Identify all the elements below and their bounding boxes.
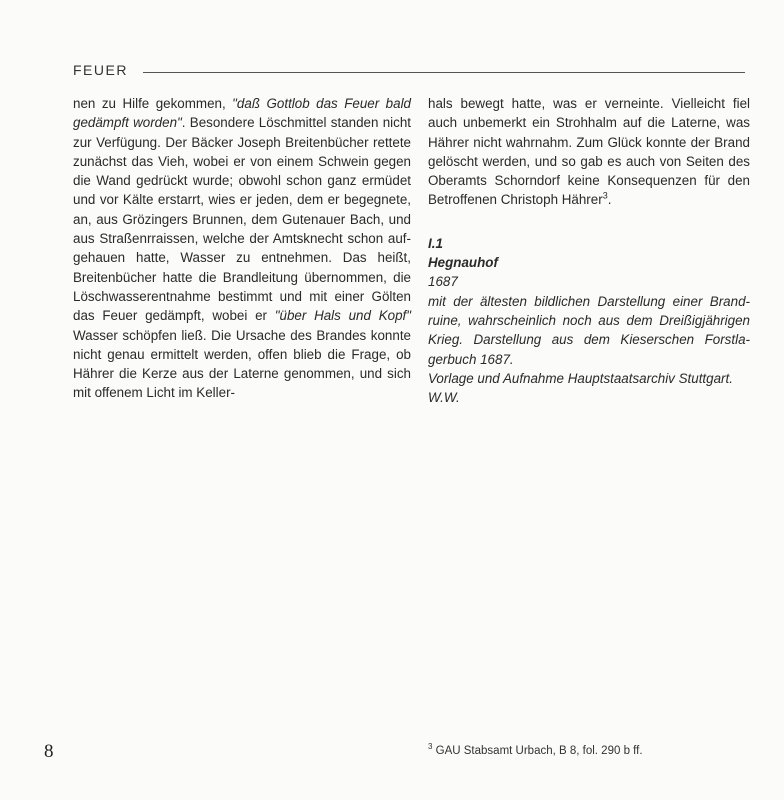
header-rule: [143, 72, 745, 73]
caption-title: Hegnauhof: [428, 255, 498, 271]
header-title: FEUER: [73, 62, 128, 78]
quote-segment: "über Hals und Kopf": [274, 308, 411, 324]
page-number: 8: [44, 741, 54, 762]
caption-year: 1687: [428, 274, 458, 290]
footnote-reference: 3: [602, 191, 608, 202]
caption-initials: W.W.: [428, 390, 460, 406]
caption-description: mit der ältesten bildlichen Darstellung einer Brandruine, wahrscheinlich noch aus dem Dreißigjährigen Krieg. Darstellung aus dem Kieserschen Forstlagerbuch 1687.: [428, 293, 750, 367]
left-column: [73, 94, 411, 403]
text-segment: nen zu Hilfe gekommen,: [73, 96, 233, 111]
text-segment: . Besondere Löschmittel standen nicht zur Verfügung. Der Bäcker Joseph Breitenbücher rettete zunächst das Vieh, wobei er von einem Schwein gegen die Wand gedrückt wurde; obwohl schon ganz ermüdet und vor Kälte erstarrt, wies er jeden, dem er begegnete, an, aus Grözingers Brunnen, dem Gutenauer Bach, und aus Straßenrraissen, welche der Amtsknecht schon aufgehauen hatte, Wasser zu entnehmen. Das heißt, Breitenbücher hatte die Brandleitung übernommen, die Löschwasserentnahme bestimmt und mit einer Gölten das Feuer gedämpft, wobei er: [73, 115, 411, 324]
text-segment: Wasser schöpfen ließ. Die Ursache des Brandes konnte nicht genau ermittelt werden, offen blieb die Frage, ob Hährer die Kerze aus der Laterne genommen, und sich mit offenem Licht im Keller-: [73, 327, 411, 401]
right-column: [428, 94, 750, 407]
left-paragraph: [73, 94, 411, 403]
footnote-text: GAU Stabsamt Urbach, B 8, fol. 290 b ff.: [432, 745, 643, 757]
quote-segment: "daß Gottlob das Feuer bald gedämpft worden": [73, 96, 411, 131]
footnote-mark: 3: [428, 742, 433, 752]
text-segment: .: [607, 192, 612, 208]
footnote: [428, 742, 643, 757]
caption-credit: Vorlage und Aufnahme Hauptstaatsarchiv Stuttgart.: [428, 370, 733, 386]
text-segment: hals bewegt hatte, was er verneinte. Vielleicht fiel auch unbemerkt ein Strohhalm auf die Laterne, was Hährer nicht wahrnahm. Zum Glück konnte der Brand gelöscht werden, und so gab es auch von Seiten des Oberamts Schorndorf keine Konsequenzen für den Betroffenen Christoph Hährer: [428, 96, 750, 208]
figure-caption: [428, 234, 750, 408]
right-paragraph: [428, 94, 750, 210]
running-header: [73, 62, 745, 82]
caption-number: I.1: [428, 235, 443, 251]
